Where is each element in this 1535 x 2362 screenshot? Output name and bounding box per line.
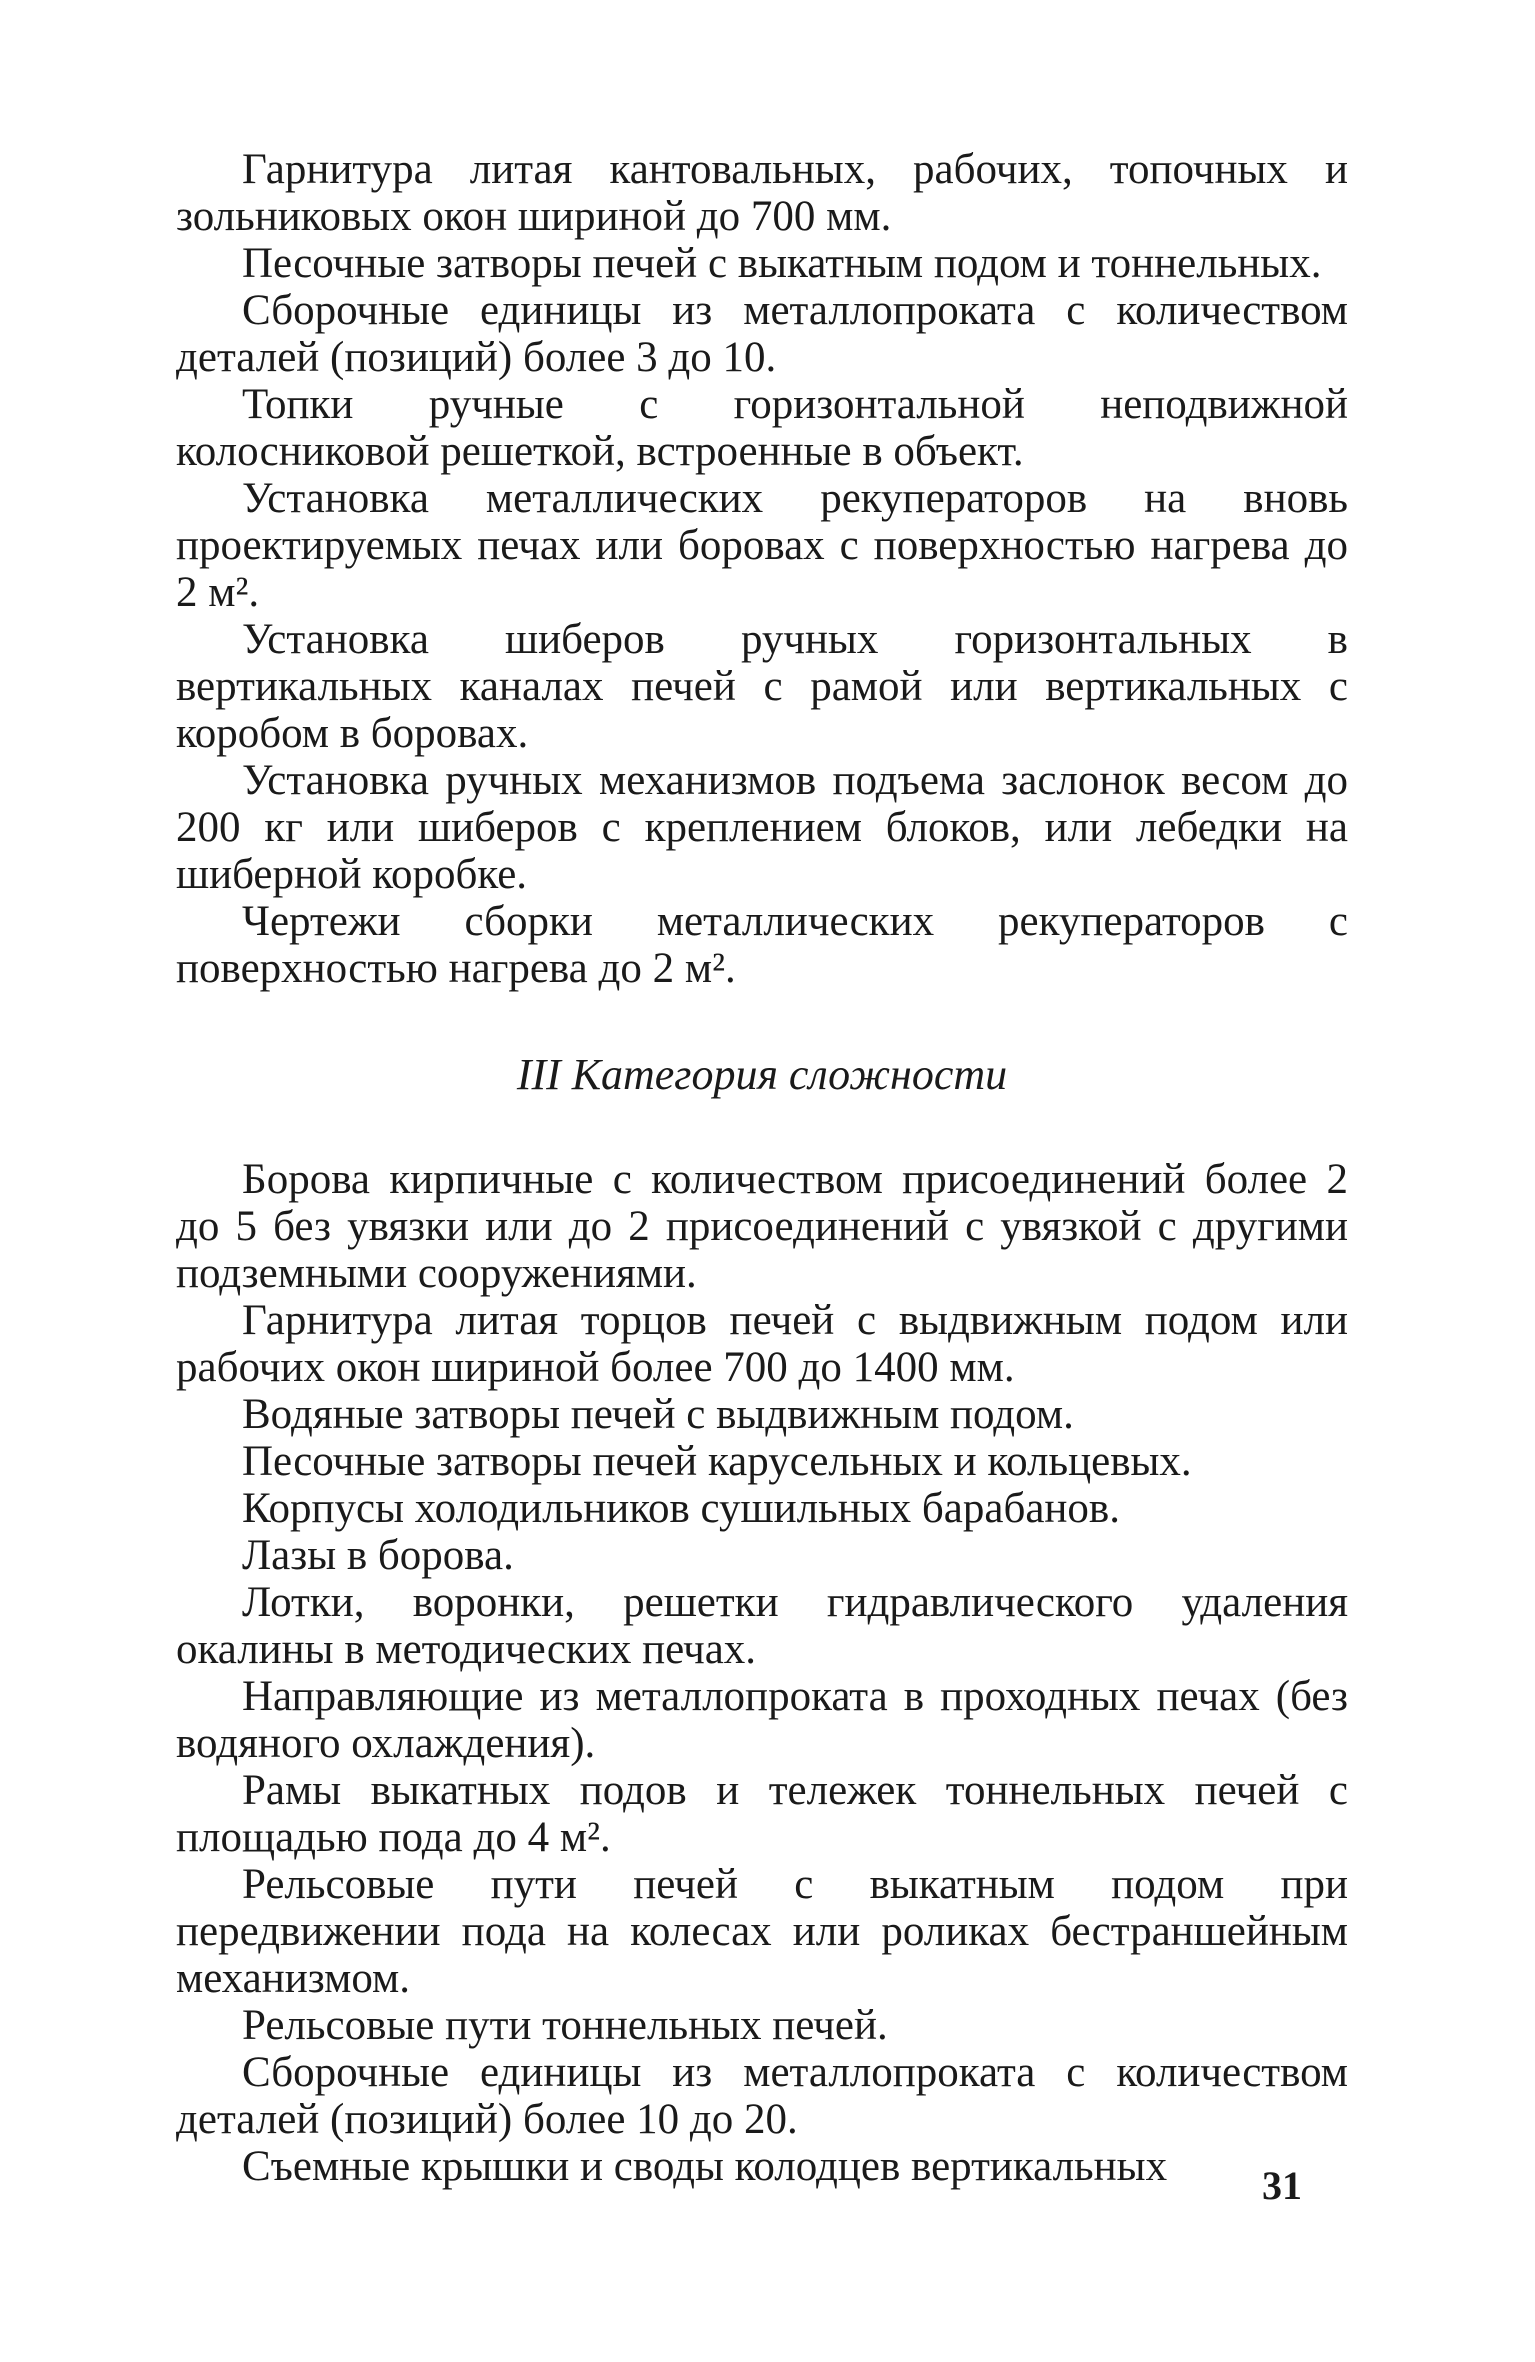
paragraph: Рельсовые пути печей с выкатным подом при передвижении пода на колесах или роликах бестраншейным механизмом. xyxy=(176,1861,1348,2002)
paragraph: Борова кирпичные с количеством присоединений более 2 до 5 без увязки или до 2 присоединений с увязкой с другими подземными сооружениями. xyxy=(176,1156,1348,1297)
paragraph: Установка шиберов ручных горизонтальных в вертикальных каналах печей с рамой или вертикальных с коробом в боровах. xyxy=(176,616,1348,757)
paragraph: Съемные крышки и своды колодцев вертикальных xyxy=(242,2143,1168,2190)
paragraph: Водяные затворы печей с выдвижным подом. xyxy=(242,1391,1074,1438)
section-heading: III Категория сложности xyxy=(516,1050,1008,1099)
paragraph: Направляющие из металлопроката в проходных печах (без водяного охлаждения). xyxy=(176,1673,1348,1767)
paragraph: Рамы выкатных подов и тележек тоннельных печей с площадью пода до 4 м². xyxy=(176,1767,1348,1861)
paragraph: Корпусы холодильников сушильных барабанов. xyxy=(242,1485,1120,1532)
page-number: 31 xyxy=(1262,2163,1302,2208)
text-column xyxy=(176,146,1348,2190)
paragraph: Чертежи сборки металлических рекуператоров с поверхностью нагрева до 2 м². xyxy=(176,898,1348,992)
paragraph: Топки ручные с горизонтальной неподвижной колосниковой решеткой, встроенные в объект. xyxy=(176,381,1348,475)
paragraph: Гарнитура литая кантовальных, рабочих, топочных и зольниковых окон шириной до 700 мм. xyxy=(176,146,1348,240)
paragraph: Лазы в борова. xyxy=(242,1532,514,1579)
paragraph: Сборочные единицы из металлопроката с количеством деталей (позиций) более 3 до 10. xyxy=(176,287,1348,381)
paragraph: Гарнитура литая торцов печей с выдвижным подом или рабочих окон шириной более 700 до 1400 мм. xyxy=(176,1297,1348,1391)
paragraph: Установка металлических рекуператоров на вновь проектируемых печах или боровах с поверхностью нагрева до 2 м². xyxy=(176,475,1348,616)
paragraph: Песочные затворы печей с выкатным подом и тоннельных. xyxy=(242,240,1322,287)
paragraph: Сборочные единицы из металлопроката с количеством деталей (позиций) более 10 до 20. xyxy=(176,2049,1348,2143)
paragraph: Песочные затворы печей карусельных и кольцевых. xyxy=(242,1438,1192,1485)
paragraph: Лотки, воронки, решетки гидравлического удаления окалины в методических печах. xyxy=(176,1579,1348,1673)
paragraph: Установка ручных механизмов подъема заслонок весом до 200 кг или шиберов с креплением блоков, или лебедки на шиберной коробке. xyxy=(176,757,1348,898)
paragraph: Рельсовые пути тоннельных печей. xyxy=(242,2002,888,2049)
